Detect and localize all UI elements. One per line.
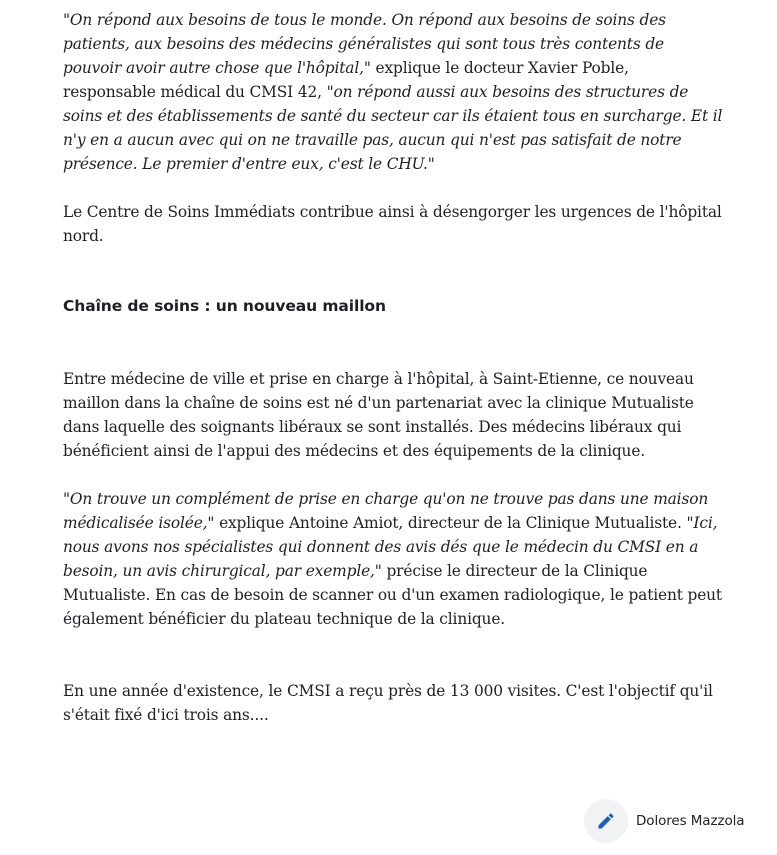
attribution-text: explique le docteur Xavier Poble, responsable médical du CMSI 42, xyxy=(63,59,629,101)
pencil-icon-button[interactable] xyxy=(584,799,628,843)
paragraph-quote-amiot xyxy=(63,487,723,631)
author-name[interactable]: Dolores Mazzola xyxy=(636,813,745,829)
pencil-icon xyxy=(596,811,616,831)
paragraph-quote-poble xyxy=(63,8,723,176)
quote-text: "On trouve un complément de prise en charge qu'on ne trouve pas dans une maison médicalisée isolée," xyxy=(63,490,709,532)
section-heading: Chaîne de soins : un nouveau maillon xyxy=(63,297,386,315)
paragraph-centre-soins: Le Centre de Soins Immédiats contribue ainsi à désengorger les urgences de l'hôpital nord. xyxy=(63,203,722,245)
paragraph-bilan: En une année d'existence, le CMSI a reçu près de 13 000 visites. C'est l'objectif qu'il s'était fixé d'ici trois ans.... xyxy=(63,682,713,724)
quote-text: "on répond aussi aux besoins des structures de soins et des établissements de santé du secteur car ils étaient tous en surcharge. Et il n'y en a aucun avec qui on ne travaille pas, aucun qui n'est pas satisfait de notre présence. Le premier d'entre eux, c'est le CHU." xyxy=(63,83,723,173)
quote-text: "On répond aux besoins de tous le monde. On répond aux besoins de soins des patients, aux besoins des médecins généralistes qui sont tous très contents de pouvoir avoir autre chose que l'hôpital," xyxy=(63,11,666,77)
author-signature[interactable] xyxy=(584,799,744,843)
paragraph-partenariat: Entre médecine de ville et prise en charge à l'hôpital, à Saint-Etienne, ce nouveau maillon dans la chaîne de soins est né d'un partenariat avec la clinique Mutualiste dans laquelle des soignants libéraux se sont installés. Des médecins libéraux qui bénéficient ainsi de l'appui des médecins et des équipements de la clinique. xyxy=(63,370,694,460)
quote-text: "Ici, nous avons nos spécialistes qui donnent des avis dés que le médecin du CMSI en a besoin, un avis chirurgical, par exemple," xyxy=(63,514,718,580)
attribution-text: précise le directeur de la Clinique Mutualiste. En cas de besoin de scanner ou d'un examen radiologique, le patient peut également bénéficier du plateau technique de la clinique. xyxy=(63,562,722,628)
attribution-text: explique Antoine Amiot, directeur de la Clinique Mutualiste. xyxy=(214,514,687,532)
